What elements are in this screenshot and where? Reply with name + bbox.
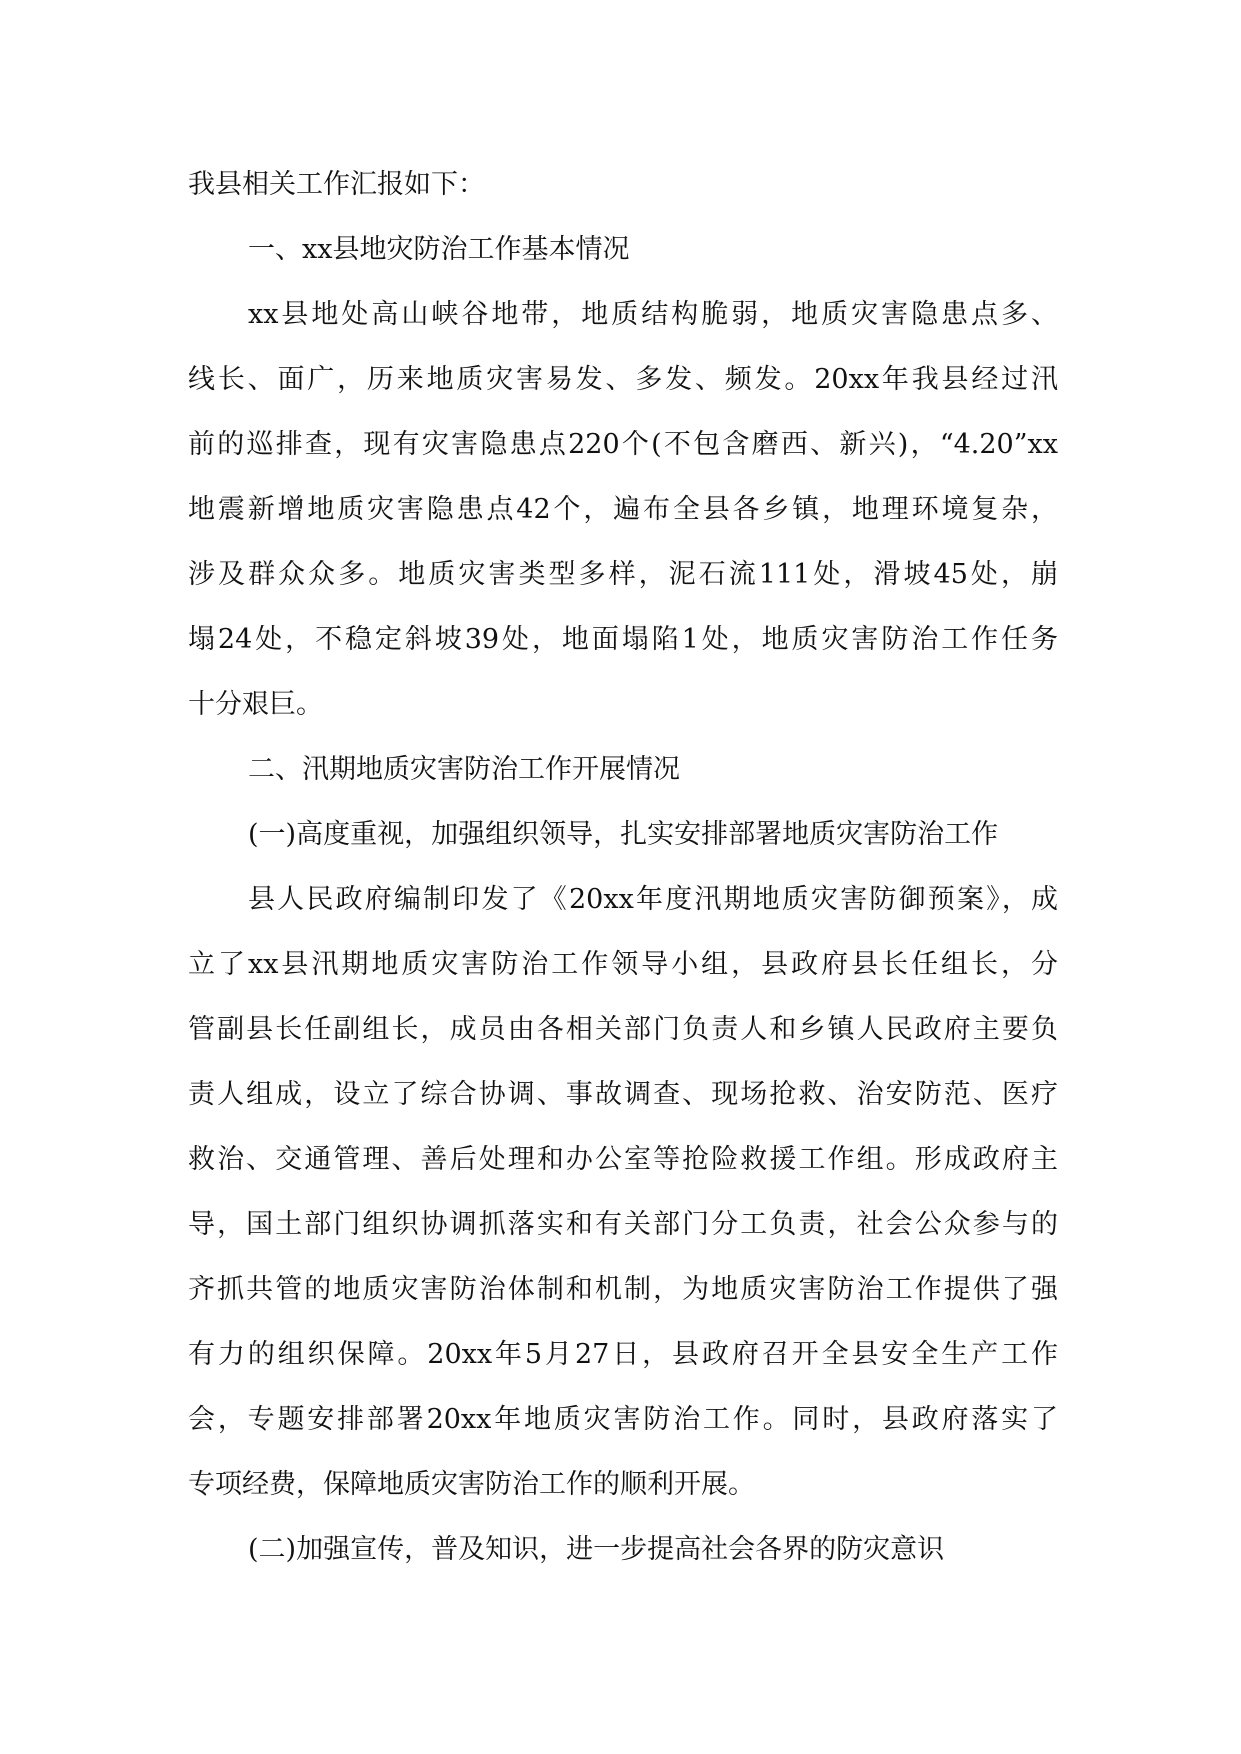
paragraph-line: 救治、交通管理、善后处理和办公室等抢险救援工作组。形成政府主 bbox=[188, 1144, 1058, 1175]
paragraph-line: 导，国土部门组织协调抓落实和有关部门分工负责，社会公众参与的 bbox=[188, 1209, 1058, 1240]
subsection-1-heading: (一)高度重视，加强组织领导，扎实安排部署地质灾害防治工作 bbox=[248, 819, 999, 850]
subsection-2-heading: (二)加强宣传，普及知识，进一步提高社会各界的防灾意识 bbox=[248, 1534, 945, 1565]
paragraph-line: 前的巡排查，现有灾害隐患点220个(不包含磨西、新兴)，“4.20”xx bbox=[188, 429, 1058, 460]
paragraph-line: 县人民政府编制印发了《20xx年度汛期地质灾害防御预案》，成 bbox=[248, 884, 1058, 915]
section-1-heading: 一、xx县地灾防治工作基本情况 bbox=[248, 234, 630, 265]
paragraph-line: 责人组成，设立了综合协调、事故调查、现场抢救、治安防范、医疗 bbox=[188, 1079, 1058, 1110]
intro-line: 我县相关工作汇报如下： bbox=[188, 169, 485, 200]
paragraph-line: 有力的组织保障。20xx年5月27日，县政府召开全县安全生产工作 bbox=[188, 1339, 1058, 1370]
paragraph-line: 管副县长任副组长，成员由各相关部门负责人和乡镇人民政府主要负 bbox=[188, 1014, 1058, 1045]
section-2-heading: 二、汛期地质灾害防治工作开展情况 bbox=[248, 754, 680, 785]
paragraph-line: 立了xx县汛期地质灾害防治工作领导小组，县政府县长任组长，分 bbox=[188, 949, 1058, 980]
paragraph-line: 十分艰巨。 bbox=[188, 689, 323, 720]
paragraph-line: 涉及群众众多。地质灾害类型多样，泥石流111处，滑坡45处，崩 bbox=[188, 559, 1058, 590]
paragraph-line: 塌24处，不稳定斜坡39处，地面塌陷1处，地质灾害防治工作任务 bbox=[188, 624, 1058, 655]
paragraph-line: 会，专题安排部署20xx年地质灾害防治工作。同时，县政府落实了 bbox=[188, 1404, 1058, 1435]
paragraph-line: xx县地处高山峡谷地带，地质结构脆弱，地质灾害隐患点多、 bbox=[248, 299, 1058, 330]
paragraph-line: 齐抓共管的地质灾害防治体制和机制，为地质灾害防治工作提供了强 bbox=[188, 1274, 1058, 1305]
paragraph-line: 线长、面广，历来地质灾害易发、多发、频发。20xx年我县经过汛 bbox=[188, 364, 1058, 395]
paragraph-line: 专项经费，保障地质灾害防治工作的顺利开展。 bbox=[188, 1469, 755, 1500]
paragraph-line: 地震新增地质灾害隐患点42个，遍布全县各乡镇，地理环境复杂， bbox=[188, 494, 1058, 525]
